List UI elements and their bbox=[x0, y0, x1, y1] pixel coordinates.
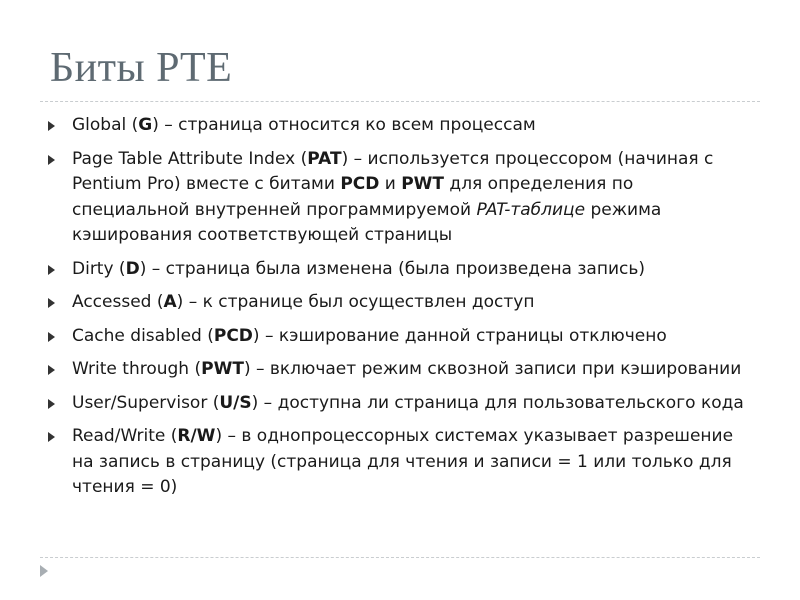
triangle-bullet-icon bbox=[48, 265, 55, 275]
bullet-item-user-supervisor: User/Supervisor (U/S) – доступна ли страница для пользовательского кода bbox=[48, 391, 748, 417]
triangle-bullet-icon bbox=[48, 155, 55, 165]
next-slide-arrow-icon[interactable] bbox=[40, 565, 48, 577]
bullet-item-pat: Page Table Attribute Index (PAT) – используется процессором (начиная с Pentium Pro) вместе с битами PCD и PWT для определения по специальной внутренней программируемой PAT-таблице режима кэширования соответствующей страницы bbox=[48, 147, 748, 249]
bullet-item-global: Global (G) – страница относится ко всем процессам bbox=[48, 113, 748, 139]
bullet-item-accessed: Accessed (A) – к странице был осуществлен доступ bbox=[48, 290, 748, 316]
triangle-bullet-icon bbox=[48, 365, 55, 375]
triangle-bullet-icon bbox=[48, 332, 55, 342]
bullet-item-read-write: Read/Write (R/W) – в однопроцессорных системах указывает разрешение на запись в страницу (страница для чтения и записи = 1 или только для чтения = 0) bbox=[48, 424, 748, 501]
slide-title: Биты PTE bbox=[50, 45, 233, 91]
bullet-item-cache-disabled: Cache disabled (PCD) – кэширование данной страницы отключено bbox=[48, 324, 748, 350]
bullet-list bbox=[48, 113, 748, 509]
triangle-bullet-icon bbox=[48, 298, 55, 308]
triangle-bullet-icon bbox=[48, 432, 55, 442]
triangle-bullet-icon bbox=[48, 399, 55, 409]
title-divider bbox=[40, 101, 760, 102]
bullet-item-write-through: Write through (PWT) – включает режим сквозной записи при кэшировании bbox=[48, 357, 748, 383]
bullet-item-dirty: Dirty (D) – страница была изменена (была произведена запись) bbox=[48, 257, 748, 283]
triangle-bullet-icon bbox=[48, 121, 55, 131]
footer-divider bbox=[40, 557, 760, 558]
